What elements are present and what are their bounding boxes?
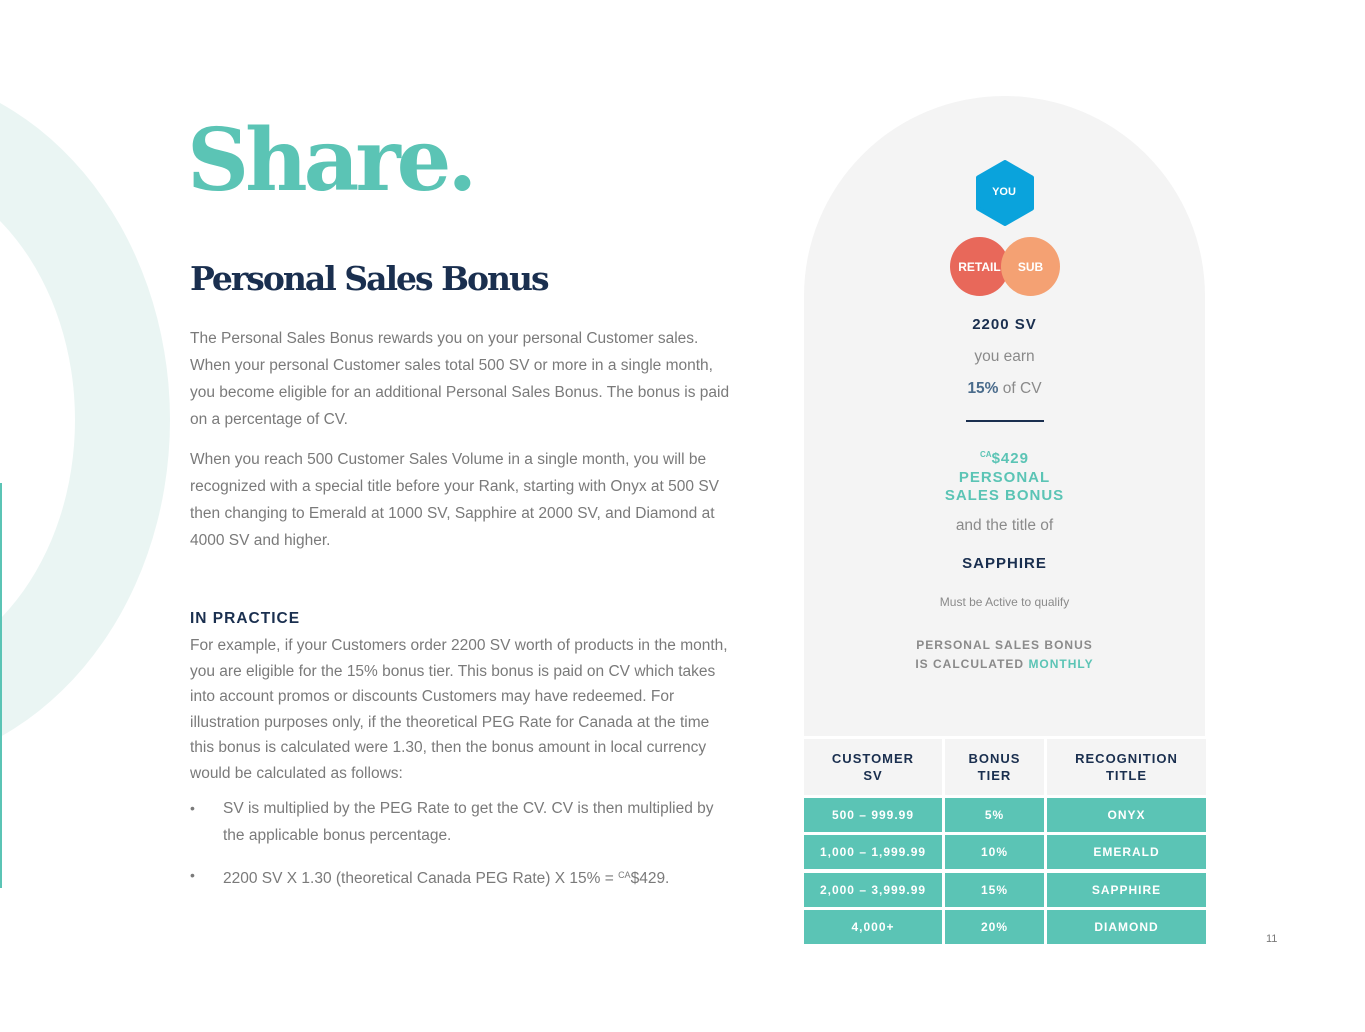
table-cell: ONYX	[1047, 798, 1206, 832]
header-bonus-tier: BONUS TIER	[945, 739, 1044, 795]
bonus-currency: CA	[980, 450, 992, 459]
title-of-text: and the title of	[955, 517, 1054, 534]
divider	[966, 420, 1044, 422]
you-label: YOU	[992, 186, 1016, 198]
bonus-label-line2: SALES BONUS	[944, 487, 1065, 504]
bonus-amount: $429	[991, 450, 1029, 467]
calculation-bullets	[190, 795, 730, 905]
section-title: Personal Sales Bonus	[190, 259, 548, 298]
decorative-ring	[0, 70, 170, 770]
table-cell: 15%	[945, 873, 1044, 907]
table-cell: 1,000 – 1,999.99	[804, 835, 942, 869]
header-recognition-title: RECOGNITION TITLE	[1047, 739, 1206, 795]
example-paragraph: For example, if your Customers order 2200 SV worth of products in the month, you are eligible for the 15% bonus tier. This bonus is paid on CV which takes into account promos or discounts Customers may have redeemed. For illustration purposes only, if the theoretical PEG Rate for Canada at the time this bonus is calculated were 1.30, then the bonus amount in local currency would be calculated as follows:	[190, 637, 728, 782]
bullet-item	[190, 862, 730, 892]
table-cell: 2,000 – 3,999.99	[804, 873, 942, 907]
decorative-line	[0, 483, 2, 888]
bullet-amount: $429.	[630, 870, 670, 887]
calc-monthly: MONTHLY	[1028, 657, 1094, 671]
header-customer-sv: CUSTOMER SV	[804, 739, 942, 795]
bullet-dot: •	[190, 867, 195, 883]
calc-line1: PERSONAL SALES BONUS	[916, 638, 1093, 652]
table-cell: 20%	[945, 910, 1044, 944]
percent-value: 15%	[967, 380, 999, 397]
percent-of-cv	[804, 380, 1205, 398]
retail-label: RETAIL	[958, 259, 1001, 274]
calculation-note	[804, 636, 1205, 674]
currency-code: CA	[618, 870, 631, 880]
bullet-dot: •	[190, 800, 195, 816]
bonus-label-line1: PERSONAL	[958, 468, 1051, 486]
table-cell: 5%	[945, 798, 1044, 832]
in-practice-heading: IN PRACTICE	[190, 610, 301, 627]
table-cell: SAPPHIRE	[1047, 873, 1206, 907]
sub-label: SUB	[1017, 259, 1044, 274]
bullet-text: 2200 SV X 1.30 (theoretical Canada PEG Rate) X 15% =	[223, 870, 619, 887]
bullet-item	[190, 795, 730, 849]
intro-paragraph: The Personal Sales Bonus rewards you on your personal Customer sales. When your personal Customer sales total 500 SV or more in a single month, you become eligible for an additional Personal Sales Bonus. The bonus is paid on a percentage of CV.	[190, 330, 730, 428]
recognition-rank: SAPPHIRE	[962, 555, 1047, 572]
bonus-amount-block	[804, 446, 1205, 506]
sales-volume: 2200 SV	[972, 316, 1037, 333]
share-heading: Share.	[187, 110, 474, 211]
bullet-text: SV is multiplied by the PEG Rate to get the CV. CV is then multiplied by the applicable bonus percentage.	[223, 800, 714, 844]
calc-line2: IS CALCULATED	[915, 657, 1025, 671]
table-cell: EMERALD	[1047, 835, 1206, 869]
table-cell: DIAMOND	[1047, 910, 1206, 944]
sub-circle	[1001, 237, 1060, 296]
percent-label: of CV	[1002, 380, 1042, 397]
you-earn-text: you earn	[974, 348, 1035, 365]
page-number: 11	[1266, 933, 1278, 945]
table-cell: 10%	[945, 835, 1044, 869]
table-cell: 500 – 999.99	[804, 798, 942, 832]
active-note: Must be Active to qualify	[939, 595, 1070, 609]
recognition-paragraph: When you reach 500 Customer Sales Volume in a single month, you will be recognized with a special title before your Rank, starting with Onyx at 500 SV then changing to Emerald at 1000 SV, Sapphire at 2000 SV, and Diamond at 4000 SV and higher.	[190, 451, 719, 549]
table-cell: 4,000+	[804, 910, 942, 944]
